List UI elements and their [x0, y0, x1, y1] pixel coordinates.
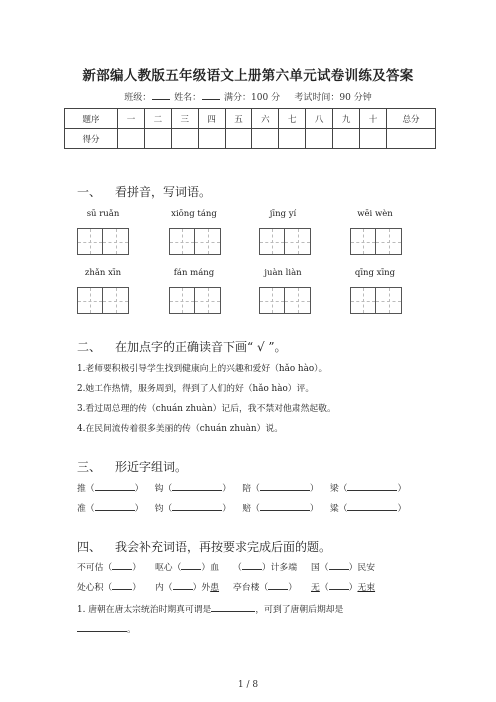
- answer-blank[interactable]: [112, 560, 132, 570]
- question-item: 2.她工作热情，服务周到，得到了人们的好（hǎo hào）评。: [77, 384, 315, 394]
- pinyin: juàn liàn: [264, 268, 302, 278]
- tianzige-cell[interactable]: [259, 228, 285, 255]
- score-cell[interactable]: [279, 129, 306, 149]
- section-number: 一、: [77, 185, 102, 199]
- score-cell[interactable]: [387, 129, 436, 149]
- writing-grid[interactable]: [169, 287, 221, 314]
- score-header-cell: 十: [360, 109, 387, 129]
- tianzige-cell[interactable]: [285, 228, 311, 255]
- idiom-text: ）外: [192, 583, 211, 593]
- paren-close: ）: [222, 504, 232, 514]
- answer-blank[interactable]: [173, 580, 193, 590]
- score-header-row: [65, 109, 436, 129]
- tianzige-cell[interactable]: [169, 287, 195, 314]
- score-header-cell: 九: [333, 109, 360, 129]
- answer-blank[interactable]: [95, 481, 135, 491]
- writing-grid[interactable]: [77, 287, 129, 314]
- pinyin: xiōng táng: [171, 209, 217, 219]
- score-header-cell: 三: [171, 109, 198, 129]
- char-prompt: 钧（: [154, 504, 173, 514]
- question-item: 4.在民间流传着很多美丽的传（chuán zhuàn）说。: [77, 424, 283, 434]
- score-cell[interactable]: [118, 129, 145, 149]
- answer-blank[interactable]: [172, 501, 222, 511]
- answer-blank[interactable]: [329, 580, 349, 590]
- exam-info: [0, 90, 496, 103]
- score-header-cell: 八: [306, 109, 333, 129]
- question-item: 1.老师要积极引导学生找到健康向上的兴趣和爱好（hǎo hào）。: [77, 364, 328, 374]
- answer-blank[interactable]: [260, 481, 310, 491]
- question-item: [77, 602, 343, 615]
- idiom-text: 亭台楼（: [233, 583, 269, 593]
- full-score: 满分：100 分: [224, 93, 281, 103]
- section2-heading: [77, 338, 287, 355]
- score-cell[interactable]: [225, 129, 252, 149]
- idiom-text: ）民安: [348, 563, 376, 573]
- question-text: 。: [127, 625, 136, 635]
- paren-close: ）: [397, 504, 407, 514]
- idiom-text: ）: [132, 563, 142, 573]
- idiom-text: ）计多端: [261, 563, 298, 573]
- section-title: 在加点字的正确读音下画“ √ ”。: [115, 340, 287, 354]
- section1-heading: [77, 183, 211, 200]
- score-cell[interactable]: [333, 129, 360, 149]
- paren-close: ）: [134, 484, 144, 494]
- answer-blank[interactable]: [112, 580, 132, 590]
- idiom-text: 呕心（: [155, 563, 182, 573]
- tianzige-cell[interactable]: [259, 287, 285, 314]
- pinyin: qīng xīng: [354, 268, 396, 278]
- score-row-label: 得分: [65, 129, 118, 149]
- tianzige-cell[interactable]: [350, 228, 376, 255]
- section-title: 形近字组词。: [115, 460, 188, 474]
- tianzige-cell[interactable]: [350, 287, 376, 314]
- idiom-text: （: [233, 563, 242, 573]
- char-prompt: 准（: [77, 504, 95, 514]
- section-number: 二、: [77, 340, 102, 354]
- idiom-row: [77, 580, 375, 593]
- answer-blank[interactable]: [77, 622, 127, 632]
- writing-grid[interactable]: [350, 228, 402, 255]
- score-cell[interactable]: [171, 129, 198, 149]
- name-label: 姓名：: [174, 93, 202, 103]
- exam-time: 考试时间：90 分钟: [294, 93, 372, 103]
- char-row: [77, 481, 406, 494]
- idiom-text: 内（: [155, 583, 173, 593]
- score-header-cell: 一: [118, 109, 145, 129]
- pinyin: wēi wèn: [357, 209, 393, 219]
- pinyin: zhǎn xīn: [84, 268, 122, 278]
- section-number: 四、: [77, 540, 102, 554]
- answer-blank[interactable]: [211, 602, 255, 612]
- answer-blank[interactable]: [242, 560, 262, 570]
- writing-grid[interactable]: [259, 228, 311, 255]
- question-text: 1. 唐朝在唐太宗统治时期真可谓是: [77, 605, 212, 615]
- score-cell[interactable]: [198, 129, 225, 149]
- class-label: 班级：: [124, 93, 152, 103]
- score-header-cell: 二: [144, 109, 171, 129]
- paren-close: ）: [134, 504, 144, 514]
- tianzige-cell[interactable]: [376, 287, 402, 314]
- tianzige-cell[interactable]: [285, 287, 311, 314]
- score-cell[interactable]: [144, 129, 171, 149]
- answer-blank[interactable]: [268, 580, 288, 590]
- idiom-text-underlined: 无: [311, 583, 320, 593]
- page-title: 新部编人教版五年级语文上册第六单元试卷训练及答案: [82, 68, 414, 84]
- question-item-cont: [77, 622, 136, 635]
- char-prompt: 推（: [77, 484, 95, 494]
- char-prompt: 粱（: [329, 504, 348, 514]
- answer-blank[interactable]: [260, 501, 310, 511]
- tianzige-cell[interactable]: [103, 287, 129, 314]
- section-title: 我会补充词语，再按要求完成后面的题。: [115, 540, 332, 554]
- question-text: ，可到了唐朝后期却是: [255, 605, 344, 615]
- idiom-text: ）: [288, 583, 298, 593]
- tianzige-cell[interactable]: [376, 228, 402, 255]
- writing-grid[interactable]: [350, 287, 402, 314]
- writing-grid[interactable]: [77, 228, 129, 255]
- paren-close: ）: [222, 484, 232, 494]
- char-prompt: 赔（: [242, 504, 260, 514]
- score-header-cell: 四: [198, 109, 225, 129]
- idiom-text: ）: [132, 583, 142, 593]
- idiom-text: 不可估（: [77, 563, 113, 573]
- tianzige-cell[interactable]: [195, 228, 221, 255]
- pinyin: fán máng: [173, 268, 215, 278]
- tianzige-cell[interactable]: [77, 228, 103, 255]
- paren-close: ）: [397, 484, 407, 494]
- tianzige-cell[interactable]: [77, 287, 103, 314]
- tianzige-cell[interactable]: [195, 287, 221, 314]
- score-header-cell: 总分: [387, 109, 436, 129]
- answer-blank[interactable]: [181, 560, 201, 570]
- score-header-cell: 六: [252, 109, 279, 129]
- section3-heading: [77, 458, 187, 475]
- score-header-cell: 五: [225, 109, 252, 129]
- question-item: 3.看过周总理的传（chuán zhuàn）记后，我不禁对他肃然起敬。: [77, 404, 336, 414]
- writing-grid[interactable]: [169, 228, 221, 255]
- score-cell[interactable]: [306, 129, 333, 149]
- char-prompt: 梁（: [329, 484, 348, 494]
- name-blank[interactable]: [202, 90, 220, 100]
- score-header-cell: 题序: [65, 109, 118, 129]
- idiom-text: 处心积（: [77, 583, 113, 593]
- score-cell[interactable]: [252, 129, 279, 149]
- idiom-text: ）血: [201, 563, 220, 573]
- score-header-cell: 七: [279, 109, 306, 129]
- char-prompt: 钩（: [154, 484, 173, 494]
- paren-close: ）: [309, 504, 319, 514]
- tianzige-cell[interactable]: [169, 228, 195, 255]
- idiom-text: ）: [348, 583, 358, 593]
- score-table: [64, 108, 436, 149]
- idiom-text: （: [319, 583, 329, 593]
- char-row: [77, 501, 406, 514]
- paren-close: ）: [309, 484, 319, 494]
- idiom-text: 国（: [311, 563, 329, 573]
- idiom-row: [77, 560, 375, 573]
- writing-grid[interactable]: [259, 287, 311, 314]
- char-prompt: 陪（: [242, 484, 260, 494]
- pinyin: jīng yí: [269, 209, 297, 219]
- idiom-text-underlined: 无束: [357, 583, 376, 593]
- section-number: 三、: [77, 460, 102, 474]
- answer-blank[interactable]: [329, 560, 349, 570]
- section4-heading: [77, 538, 331, 555]
- class-blank[interactable]: [152, 90, 170, 100]
- pinyin: sū ruǎn: [86, 209, 120, 219]
- idiom-text-underlined: 患: [210, 583, 220, 593]
- section-title: 看拼音，写词语。: [115, 185, 212, 199]
- tianzige-cell[interactable]: [103, 228, 129, 255]
- answer-blank[interactable]: [172, 481, 222, 491]
- answer-blank[interactable]: [347, 501, 397, 511]
- page-number: 1 / 8: [237, 680, 259, 690]
- answer-blank[interactable]: [347, 481, 397, 491]
- score-row: [65, 129, 436, 149]
- answer-blank[interactable]: [95, 501, 135, 511]
- score-cell[interactable]: [360, 129, 387, 149]
